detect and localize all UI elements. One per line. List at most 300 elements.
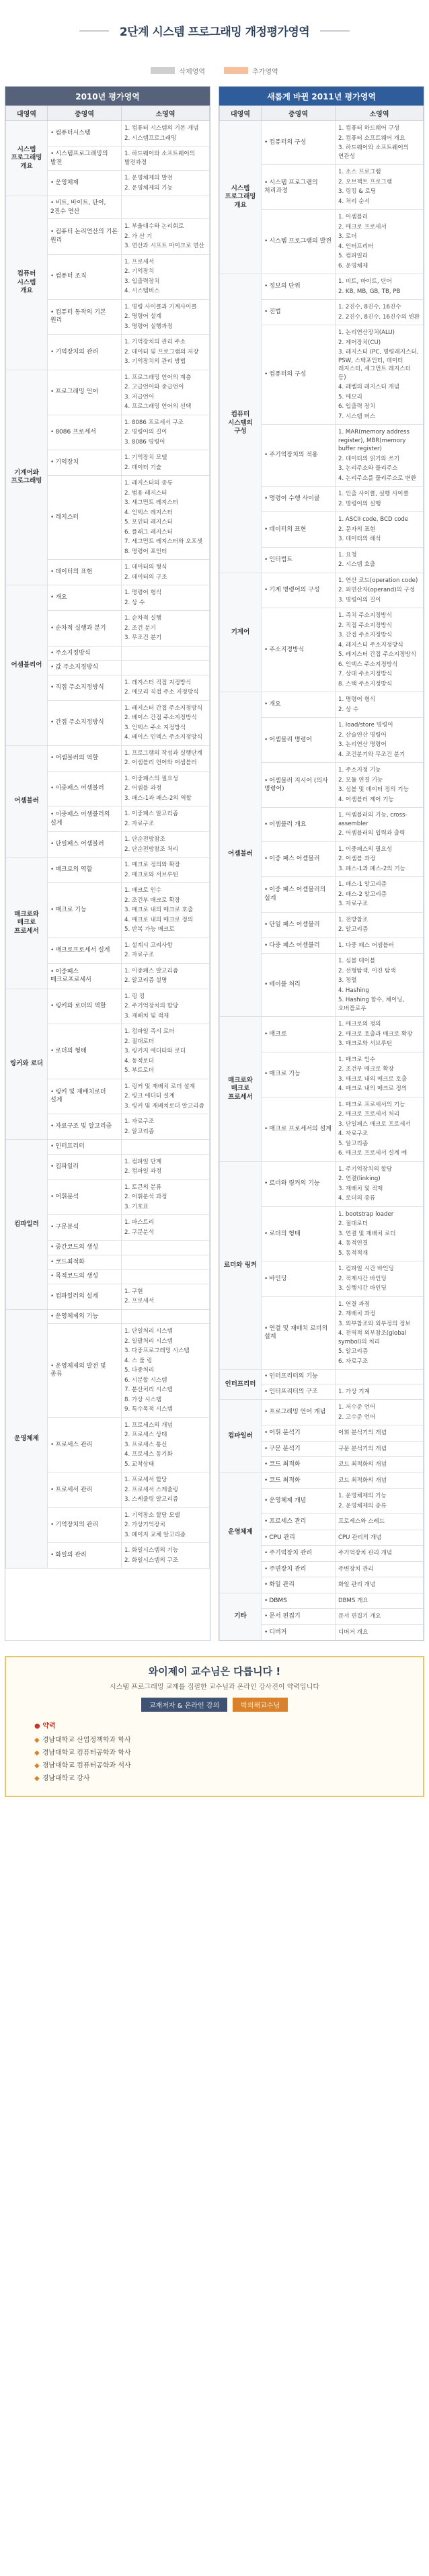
sub-area-item: 2. 일괄처리 시스템 xyxy=(124,1337,173,1345)
sub-area-item: 1. 2진수, 8진수, 16진수 xyxy=(338,304,401,310)
sub-area-item: 6. 시분할 시스템 xyxy=(124,1376,167,1384)
major-area-cell: 인터프리터 xyxy=(220,1370,262,1400)
sub-area-item: 1. 기억장치의 관리 주소 xyxy=(124,339,186,345)
bullet-icon: • xyxy=(264,138,268,146)
sub-area-item: 4. 논리주소를 물리주소로 변환 xyxy=(338,474,417,482)
bullet-icon: • xyxy=(264,921,268,928)
career-list xyxy=(14,1720,415,1784)
sub-area-item: 1. 어셈블러의 기능, cross-assembler xyxy=(338,812,407,827)
sub-area-item: 1. 부울대수와 논리회로 xyxy=(124,223,184,230)
sub-area-cell xyxy=(122,661,210,675)
sub-area-item: 5. 동적적재 xyxy=(338,1249,368,1257)
sub-area-item: 1. 가상 기계 xyxy=(338,1388,370,1395)
mid-area-label: 운영체제 xyxy=(55,179,79,187)
sub-area-item: 2. 알고리즘 설명 xyxy=(124,977,167,984)
sub-area-item: 3. 단일패스 매크로 프로세서 xyxy=(338,1120,411,1128)
sub-area-cell xyxy=(122,745,210,771)
mid-area-cell xyxy=(48,700,122,745)
mid-area-cell xyxy=(262,841,336,877)
sub-area-cell xyxy=(336,121,424,165)
bullet-icon: • xyxy=(50,1273,54,1280)
mid-area-label: 로더와 링커의 기능 xyxy=(269,1180,320,1188)
mid-area-label: 매크로 프로세서의 설계 xyxy=(269,1125,332,1132)
mid-area-label: 기억장치의 관리 xyxy=(55,348,99,356)
major-area-cell: 매크로와 매크로 프로세서 xyxy=(220,1017,262,1162)
sub-area-cell xyxy=(122,1114,210,1140)
bullet-icon: • xyxy=(264,371,268,378)
sub-area-cell xyxy=(122,1507,210,1543)
sub-area-cell xyxy=(336,1609,424,1625)
mid-area-cell xyxy=(262,1530,336,1546)
right-header-sub: 소영역 xyxy=(336,106,424,121)
sub-area-item: 1. 기억장소 할당 모델 xyxy=(124,1511,180,1519)
mid-area-cell xyxy=(48,1215,122,1241)
bullet-icon: • xyxy=(264,1581,268,1588)
bullet-icon: • xyxy=(50,1194,54,1200)
sub-area-item: 1. 단일처리 시스템 xyxy=(124,1328,173,1335)
sub-area-cell xyxy=(122,771,210,806)
sub-area-cell xyxy=(336,608,424,692)
sub-area-item: 2. 기억장치 xyxy=(124,268,155,275)
mid-area-cell xyxy=(48,1417,122,1472)
sub-area-item: 3. 인덱스 주소 지정방식 xyxy=(124,724,186,731)
mid-area-label: DBMS xyxy=(269,1597,287,1604)
sub-area-item: 1. 하드웨어와 소프트웨어의 발전과정 xyxy=(124,151,195,166)
bullet-icon: • xyxy=(50,841,54,848)
sub-area-item: 2. 피연산자(operand)의 구성 xyxy=(338,587,416,593)
sub-area-item: 2. 운영체제의 기능 xyxy=(124,184,173,192)
mid-area-label: 컴파일러의 설계 xyxy=(55,1292,99,1300)
bullet-icon: • xyxy=(264,1597,268,1604)
sub-area-cell xyxy=(122,1024,210,1079)
bullet-icon: ◆ xyxy=(34,1749,40,1757)
mid-area-label: 화일 관리 xyxy=(269,1581,295,1588)
sub-area-cell xyxy=(336,1593,424,1609)
mid-area-cell xyxy=(262,1370,336,1384)
mid-area-cell xyxy=(262,487,336,512)
bullet-icon: • xyxy=(264,886,268,894)
sub-area-cell xyxy=(122,883,210,938)
sub-area-item: 2. 매크로 프로세서 처리 xyxy=(338,1111,400,1118)
mid-area-label: 간접 주소지정방식 xyxy=(55,719,104,726)
legend-added-swatch xyxy=(224,67,248,74)
bullet-icon: • xyxy=(50,569,54,576)
sub-area-item: 5. 다중처리 xyxy=(124,1367,155,1374)
table-row xyxy=(220,1400,424,1425)
mid-area-label: 테이블 처리 xyxy=(269,981,301,989)
table-row xyxy=(6,1140,210,1155)
sub-area-item: 7. 시스템 버스 xyxy=(338,413,376,420)
sub-area-item: 3. 8086 명령어 xyxy=(124,438,165,446)
left-column-title: 2010년 평가영역 xyxy=(5,87,210,106)
bullet-icon: • xyxy=(50,308,54,316)
mid-area-cell xyxy=(48,675,122,700)
mid-area-label: 자료구조 및 알고리즘 xyxy=(55,1123,112,1130)
mid-area-cell xyxy=(48,585,122,611)
mid-area-cell xyxy=(262,425,336,487)
sub-area-item: 3. 레지스터 (PC, 명령레지스터, PSW, 스택포인터, 데이터 레지스터, 세그먼트 레지스터 등) xyxy=(338,349,419,381)
sub-area-item: 3. 명령어의 길이 xyxy=(338,596,381,604)
sub-area-item: 3. 매크로 내의 매크로 호출 xyxy=(124,907,194,913)
bullet-icon: • xyxy=(264,1565,268,1573)
sub-area-item: 4. 프로그래밍 언어의 선택 xyxy=(124,403,192,410)
sub-area-item: 3. 논리주소와 물리주소 xyxy=(338,465,398,472)
sub-area-cell xyxy=(122,806,210,832)
mid-area-cell xyxy=(48,1507,122,1543)
sub-area-cell xyxy=(336,1296,424,1370)
sub-area-item: DBMS 개요 xyxy=(338,1597,368,1604)
sub-area-item: 7. 세그먼트 레지스터와 오프셋 xyxy=(124,538,203,545)
sub-area-cell xyxy=(122,1543,210,1569)
sub-area-cell xyxy=(122,370,210,415)
sub-area-item: 4. 스 풀 링 xyxy=(124,1357,153,1364)
bullet-icon: • xyxy=(264,1497,268,1505)
table-row xyxy=(6,121,210,147)
sub-area-cell xyxy=(336,1624,424,1640)
bullet-icon: • xyxy=(264,1125,268,1132)
mid-area-label: 컴파일러 xyxy=(55,1163,79,1170)
sub-area-cell xyxy=(336,1017,424,1052)
sub-area-item: 4. 로더의 종류 xyxy=(338,1195,376,1202)
mid-area-cell xyxy=(48,832,122,858)
sub-area-item: 1. load/store 명령어 xyxy=(338,722,393,729)
sub-area-item: 2. 메모리 직접 주소 지정방식 xyxy=(124,689,199,696)
bullet-icon: • xyxy=(50,1313,54,1320)
sub-area-item: 코드 최적화의 개념 xyxy=(338,1477,387,1484)
bullet-icon: • xyxy=(50,866,54,874)
left-table-body xyxy=(6,121,210,1569)
left-column-2010 xyxy=(5,86,210,1641)
sub-area-cell xyxy=(122,196,210,219)
sub-area-item: 1. 매크로 정의와 확장 xyxy=(124,862,180,868)
right-column-2011 xyxy=(219,86,424,1641)
sub-area-item: 1. 프로세서 xyxy=(124,258,155,265)
career-item-text: 경남대학교 강사 xyxy=(42,1775,90,1782)
bullet-icon: • xyxy=(50,1003,54,1009)
mid-area-label: 이중 패스 어셈블러의 설계 xyxy=(264,886,326,902)
sub-area-item: 3. 링킹 & 로딩 xyxy=(338,188,377,195)
mid-area-cell xyxy=(262,1261,336,1297)
sub-area-item: 1. 프로세서 할당 xyxy=(124,1477,167,1483)
sub-area-item: 2. 조건부 매크로 확장 xyxy=(338,1066,394,1073)
sub-area-cell xyxy=(336,1161,424,1206)
major-area-cell: 기타 xyxy=(220,1593,262,1640)
sub-area-item: 1. 어셈블러 xyxy=(338,214,368,220)
mid-area-label: 주소지정방식 xyxy=(269,646,305,653)
mid-area-cell xyxy=(48,771,122,806)
bullet-icon: • xyxy=(50,1123,54,1130)
mid-area-cell xyxy=(48,1284,122,1309)
mid-area-label: 컴퓨터 조직 xyxy=(55,273,87,280)
mid-area-cell xyxy=(48,646,122,661)
sub-area-item: 2. 단순전방참조 처리 xyxy=(124,845,179,853)
mid-area-cell xyxy=(48,1270,122,1284)
sub-area-item: 3. 페이지 교체 알고리즘 xyxy=(124,1531,186,1538)
bullet-icon: • xyxy=(264,856,268,862)
table-row xyxy=(6,989,210,1024)
sub-area-cell xyxy=(122,1472,210,1508)
mid-area-label: 운영체제의 발전 및 종류 xyxy=(50,1362,106,1378)
mid-area-label: 프로세스 관리 xyxy=(55,1441,93,1448)
mid-area-label: 다중 패스 어셈블러 xyxy=(269,942,320,949)
mid-area-label: 비트, 바이트, 단어, 2진수 연산 xyxy=(50,200,106,215)
sub-area-item: 2. 구문분석 xyxy=(124,1229,155,1236)
mid-area-label: 이중패스 어셈블러 xyxy=(55,785,104,792)
right-header-mid: 중영역 xyxy=(262,106,336,121)
sub-area-item: 3. 매크로와 서브루틴 xyxy=(338,1040,393,1047)
mid-area-label: 주소지정방식 xyxy=(55,649,91,657)
career-item xyxy=(34,1745,415,1758)
mid-area-cell xyxy=(262,718,336,763)
sub-area-item: 3. 데이터의 해석 xyxy=(338,536,381,542)
legend-added xyxy=(224,66,278,76)
sub-area-item: 1. 단순전방참조 xyxy=(124,836,165,843)
mid-area-cell xyxy=(262,210,336,274)
sub-area-item: 1. 컴파일 시간 바인딩 xyxy=(338,1265,394,1272)
sub-area-item: 1. 순차적 실행 xyxy=(124,615,162,622)
sub-area-item: 1. 논리연산장치(ALU) xyxy=(338,329,395,336)
mid-area-label: 연결 및 재배치 로더의 설계 xyxy=(264,1325,328,1341)
mid-area-label: 주기억장치의 적용 xyxy=(269,452,318,459)
sub-area-item: 4. 매크로 내의 매크로 정의 xyxy=(338,1085,407,1092)
sub-area-cell xyxy=(122,219,210,255)
sub-area-cell xyxy=(122,450,210,476)
mid-area-label: 시스템 프로그램의 처리과정 xyxy=(264,179,318,194)
mid-area-cell xyxy=(262,1546,336,1562)
bullet-icon: • xyxy=(50,649,54,657)
comparison-columns xyxy=(0,86,429,1641)
sub-area-item: 1. 패스-1 알고리즘 xyxy=(338,881,387,888)
sub-area-item: 2. 프로세서 xyxy=(124,1298,155,1304)
sub-area-item: 4. 프로세스 동기화 xyxy=(124,1451,173,1458)
bullet-icon: • xyxy=(50,664,54,671)
table-row xyxy=(6,858,210,883)
sub-area-item: 1. 컴퓨터 시스템의 기본 개념 xyxy=(124,125,199,132)
sub-area-item: 3. 심볼 및 데이터 정의 기능 xyxy=(338,786,409,793)
mid-area-label: 중간코드의 생성 xyxy=(55,1244,99,1251)
sub-area-item: 2. 가 산 기 xyxy=(124,233,153,240)
sub-area-item: 문서 편집기 개요 xyxy=(338,1613,381,1620)
bullet-icon: • xyxy=(264,179,268,186)
mid-area-label: 코드최적화 xyxy=(55,1258,85,1265)
sub-area-item: 2. 화일시스템의 구조 xyxy=(124,1556,179,1564)
sub-area-cell xyxy=(336,763,424,808)
bullet-icon: • xyxy=(264,942,268,949)
bullet-icon: ◆ xyxy=(34,1775,40,1782)
sub-area-item: 3. 기호표 xyxy=(124,1203,149,1210)
sub-area-item: 1. 운영체제의 발전 xyxy=(124,175,173,181)
mid-area-cell xyxy=(262,1161,336,1206)
mid-area-cell xyxy=(262,1624,336,1640)
sub-area-item: 1. ASCII code, BCD code xyxy=(338,516,409,523)
bullet-icon: • xyxy=(50,130,54,137)
mid-area-cell xyxy=(262,573,336,608)
mid-area-label: 문서 편집기 xyxy=(269,1613,301,1620)
sub-area-item: 2. 조건 분기 xyxy=(124,624,156,632)
mid-area-label: 단일 패스 어셈블러 xyxy=(269,921,320,928)
sub-area-cell xyxy=(122,1079,210,1114)
sub-area-item: 어휘 분석기의 개념 xyxy=(338,1429,387,1436)
mid-area-cell xyxy=(48,335,122,370)
mid-area-cell xyxy=(262,954,336,1017)
major-area-cell: 매크로와 매크로 프로세서 xyxy=(6,858,48,989)
sub-area-item: 2. 데이터 기술 xyxy=(124,464,162,471)
mid-area-cell xyxy=(48,560,122,585)
mid-area-label: 레지스터 xyxy=(55,513,79,521)
sub-area-item: 2. 절대로더 xyxy=(338,1220,368,1227)
bullet-icon: • xyxy=(264,1628,268,1636)
bullet-icon: • xyxy=(264,283,268,290)
bullet-icon: • xyxy=(50,594,54,601)
bullet-icon: • xyxy=(264,587,268,593)
mid-area-label: 개요 xyxy=(55,594,67,601)
mid-area-label: 바인딩 xyxy=(269,1275,287,1282)
sub-area-item: 5. 포인터 레지스터 xyxy=(124,519,173,526)
mid-area-cell xyxy=(48,370,122,415)
sub-area-item: 3. 간접 주소지정방식 xyxy=(338,632,393,638)
sub-area-item: 1. MAR(memory address register), MBR(memory buffer register) xyxy=(338,429,410,452)
mid-area-cell xyxy=(262,1577,336,1593)
sub-area-item: 2. 제어장치(CU) xyxy=(338,339,381,346)
sub-area-item: 6. 자료구조 xyxy=(338,1358,368,1365)
sub-area-item: 3. 링키지 에디터와 로더 xyxy=(124,1048,186,1054)
bullet-icon: • xyxy=(50,1292,54,1300)
sub-area-item: 7. 상대 주소지정방식 xyxy=(338,671,393,677)
sub-area-item: 2. 어셈블리 언어와 어셈블러 xyxy=(124,759,197,766)
table-row xyxy=(220,1370,424,1384)
mid-area-cell xyxy=(262,1457,336,1473)
bullet-icon: • xyxy=(50,719,54,726)
bullet-icon: • xyxy=(264,1071,268,1078)
bullet-icon: • xyxy=(264,1180,268,1188)
mid-area-label: 디버거 xyxy=(269,1628,287,1636)
bullet-icon: • xyxy=(50,179,54,187)
sub-area-cell xyxy=(122,171,210,196)
sub-area-item: 3. 기억장치의 관리 방법 xyxy=(124,358,186,365)
bullet-icon: • xyxy=(264,1325,268,1332)
mid-area-cell xyxy=(48,883,122,938)
right-table xyxy=(219,106,424,1640)
mid-area-label: 컴퓨터시스템 xyxy=(55,130,91,137)
bullet-icon: • xyxy=(264,1373,268,1380)
sub-area-cell xyxy=(122,147,210,171)
sub-area-cell xyxy=(336,1514,424,1530)
sub-area-item: 5. 레지스터 간접 주소지정방식 xyxy=(338,651,417,658)
sub-area-item: 3. 저급언어 xyxy=(124,393,155,401)
sub-area-cell xyxy=(336,1577,424,1593)
sub-area-item: 1. 파스트리 xyxy=(124,1219,155,1226)
sub-area-item: 1. 이중패스 알고리즘 xyxy=(124,811,179,817)
sub-area-item: 3. 연산과 시프트 마이크로 연산 xyxy=(124,243,204,249)
mid-area-cell xyxy=(48,806,122,832)
sub-area-item: 4. 처리 순서 xyxy=(338,198,370,205)
sub-area-item: 6. 인덱스 주소지정방식 xyxy=(338,661,398,668)
bullet-icon: • xyxy=(50,513,54,521)
left-header-sub: 소영역 xyxy=(122,106,210,121)
major-area-cell: 시스템 프로그래밍 개요 xyxy=(6,121,48,196)
mid-area-cell xyxy=(48,1472,122,1508)
sub-area-item: 5. 메모리 xyxy=(338,393,362,401)
sub-area-item: 5. 알고리즘 xyxy=(338,1348,368,1355)
mid-area-cell xyxy=(262,1425,336,1442)
mid-area-cell xyxy=(262,300,336,325)
mid-area-label: 이중 패스 어셈블러 xyxy=(269,856,320,862)
bullet-icon: • xyxy=(50,1522,54,1528)
mid-area-label: 데이터의 표현 xyxy=(269,526,307,533)
sub-area-item: 4. 인덱스 레지스터 xyxy=(124,509,173,516)
left-header-major: 대영역 xyxy=(6,106,48,121)
sub-area-cell xyxy=(122,476,210,560)
mid-area-label: 정보의 단위 xyxy=(269,283,301,290)
sub-area-item: 3. 무조건 분기 xyxy=(124,634,162,641)
mid-area-cell xyxy=(262,512,336,548)
table-row xyxy=(6,196,210,219)
sub-area-cell xyxy=(122,700,210,745)
table-row xyxy=(6,585,210,611)
sub-area-item: 2. 어휘분석 과정 xyxy=(124,1194,167,1200)
sub-area-item: 3. 패스-1과 패스-2의 기능 xyxy=(338,865,405,872)
sub-area-cell xyxy=(336,1441,424,1457)
mid-area-cell xyxy=(262,1514,336,1530)
banner-subtitle: 시스템 프로그래밍 교재를 집필한 교수님과 온라인 강사진이 약력입니다 xyxy=(109,1684,320,1691)
sub-area-cell xyxy=(122,963,210,989)
mid-area-label: 프로세스 관리 xyxy=(269,1518,307,1525)
sub-area-item: 1. 설계시 고려사항 xyxy=(124,942,173,949)
sub-area-item: 2. 가상기억장치 xyxy=(124,1522,165,1528)
mid-area-cell xyxy=(48,147,122,171)
bullet-icon: • xyxy=(264,1461,268,1468)
bullet-icon: • xyxy=(264,777,268,784)
sub-area-item: 4. 동적연결 xyxy=(338,1240,368,1247)
sub-area-cell xyxy=(336,1097,424,1161)
career-item xyxy=(34,1771,415,1784)
sub-area-item: 4. 조건분기와 무조건 분기 xyxy=(338,751,405,758)
sub-area-item: 4. 레지스터 주소지정방식 xyxy=(338,641,403,649)
sub-area-cell xyxy=(122,675,210,700)
sub-area-cell xyxy=(336,692,424,718)
major-area-cell: 기계어와 프로그래밍 xyxy=(6,370,48,585)
mid-area-cell xyxy=(48,1024,122,1079)
sub-area-cell xyxy=(122,938,210,963)
sub-area-item: 3. 논리연산 명령어 xyxy=(338,741,387,748)
sub-area-item: 2. 매크로 호출과 매크로 확장 xyxy=(338,1030,413,1038)
bullet-icon: • xyxy=(264,526,268,533)
bullet-icon: • xyxy=(50,1048,54,1054)
bullet-icon: • xyxy=(264,1030,268,1038)
title-ribbon xyxy=(73,13,356,48)
bullet-icon: • xyxy=(264,981,268,989)
sub-area-item: 2. 자료구조 xyxy=(124,952,155,958)
sub-area-item: 3. 외부참조와 외부정의 정보 xyxy=(338,1320,411,1327)
sub-area-item: 1. 컴퓨터 하드웨어 구성 xyxy=(338,125,400,132)
major-area-cell: 어셈블러 xyxy=(6,745,48,858)
sub-area-cell xyxy=(122,1417,210,1472)
sub-area-item: 2. 절대로더 xyxy=(124,1038,155,1045)
sub-area-item: 1. 매크로 인수 xyxy=(338,1056,376,1063)
bullet-icon: • xyxy=(50,200,54,206)
sub-area-item: CPU 관리의 개념 xyxy=(338,1534,382,1541)
mid-area-cell xyxy=(262,608,336,692)
sub-area-item: 4. 매크로 내의 매크로 정의 xyxy=(124,916,194,923)
sub-area-cell xyxy=(336,165,424,210)
mid-area-cell xyxy=(48,938,122,963)
sub-area-cell xyxy=(122,1255,210,1270)
sub-area-item: 5. 반복 가능 매크로 xyxy=(124,926,175,933)
sub-area-item: 1. 주기억장치의 할당 xyxy=(338,1165,393,1173)
sub-area-cell xyxy=(336,808,424,842)
sub-area-cell xyxy=(336,300,424,325)
career-heading-label: 약력 xyxy=(42,1722,56,1730)
